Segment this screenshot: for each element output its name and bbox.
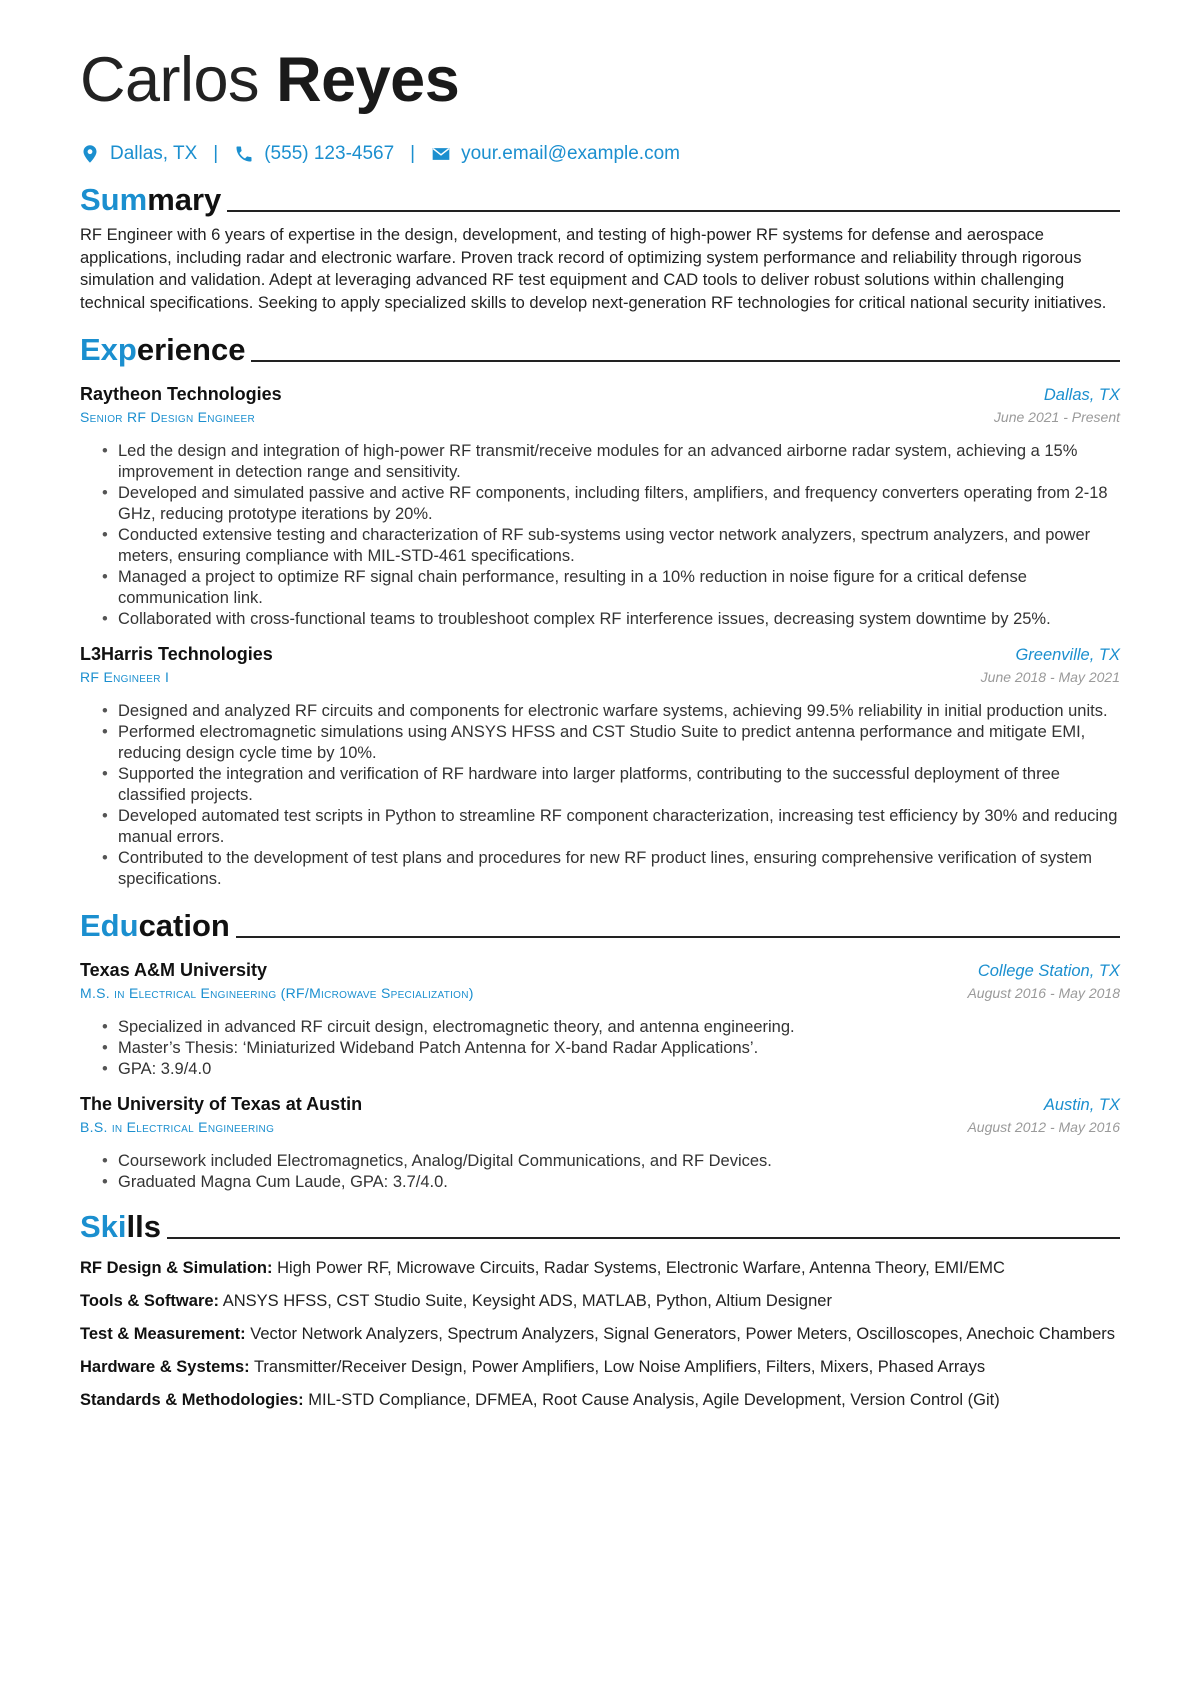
- list-item: • Specialized in advanced RF circuit design, electromagnetic theory, and antenna engineering.: [102, 1017, 1120, 1038]
- list-item: • Collaborated with cross-functional teams to troubleshoot complex RF interference issues, decreasing system downtime by 25%.: [102, 609, 1120, 630]
- section-divider: [167, 1237, 1120, 1239]
- education-heading: [80, 904, 1120, 944]
- skill-values: Vector Network Analyzers, Spectrum Analyzers, Signal Generators, Power Meters, Oscilloscopes, Anechoic Chambers: [250, 1325, 1116, 1344]
- last-name: Reyes: [276, 45, 460, 115]
- skill-row: [80, 1389, 1120, 1412]
- employer-name: L3Harris Technologies: [80, 644, 273, 665]
- map-pin-icon: [80, 144, 100, 164]
- skill-values: High Power RF, Microwave Circuits, Radar Systems, Electronic Warfare, Antenna Theory, EMI/EMC: [277, 1259, 1005, 1278]
- education-entry: [80, 958, 1120, 1080]
- entry-location: Austin, TX: [1043, 1096, 1120, 1115]
- experience-entry: [80, 642, 1120, 890]
- section-title: Education: [80, 908, 230, 944]
- skill-category: Test & Measurement:: [80, 1325, 246, 1344]
- phone-icon: [234, 144, 254, 164]
- contact-separator: |: [410, 143, 416, 164]
- email-link[interactable]: your.email@example.com: [461, 143, 680, 164]
- list-item: • Supported the integration and verification of RF hardware into larger platforms, contributing to the successful deployment of three classified projects.: [102, 764, 1120, 806]
- skill-category: Hardware & Systems:: [80, 1358, 250, 1377]
- contact-email[interactable]: [431, 143, 680, 165]
- list-item: • Led the design and integration of high-power RF transmit/receive modules for an advanced airborne radar system, achieving a 15% improvement in detection range and sensitivity.: [102, 441, 1120, 483]
- list-item: • Conducted extensive testing and characterization of RF sub-systems using vector network analyzers, spectrum analyzers, and power meters, ensuring compliance with MIL-STD-461 specifications.: [102, 525, 1120, 567]
- skill-row: [80, 1323, 1120, 1346]
- skill-values: Transmitter/Receiver Design, Power Amplifiers, Low Noise Amplifiers, Filters, Mixers, Phased Arrays: [253, 1358, 986, 1377]
- school-name: The University of Texas at Austin: [80, 1094, 363, 1115]
- school-name: Texas A&M University: [80, 960, 268, 981]
- skill-values: MIL-STD Compliance, DFMEA, Root Cause Analysis, Agile Development, Version Control (Git): [308, 1391, 1000, 1410]
- entry-dates: June 2018 - May 2021: [980, 669, 1120, 686]
- phone-text: (555) 123-4567: [264, 143, 395, 164]
- contact-phone[interactable]: [234, 143, 394, 165]
- section-title: Skills: [80, 1209, 161, 1245]
- summary-heading: [80, 178, 1120, 218]
- summary-text: RF Engineer with 6 years of expertise in the design, development, and testing of high-power RF systems for defense and aerospace applications, including radar and electronic warfare. Proven track record of optimizing system performance and reliability through rigorous simulation and validation. Adept at leveraging advanced RF test equipment and CAD tools to deliver robust solutions within challenging technical specifications. Seeking to apply specialized skills to develop next-generation RF technologies for critical national security initiatives.: [80, 226, 1107, 312]
- skill-row: [80, 1356, 1120, 1379]
- first-name: Carlos: [80, 45, 260, 115]
- section-title: Experience: [80, 332, 246, 368]
- section-divider: [236, 936, 1120, 938]
- job-title: RF Engineer I: [80, 669, 170, 686]
- entry-dates: August 2016 - May 2018: [967, 985, 1120, 1002]
- skill-row: [80, 1290, 1120, 1313]
- job-title: Senior RF Design Engineer: [80, 409, 255, 426]
- list-item: • Graduated Magna Cum Laude, GPA: 3.7/4.0.: [102, 1172, 1120, 1193]
- section-divider: [251, 360, 1120, 362]
- list-item: • Managed a project to optimize RF signal chain performance, resulting in a 10% reduction in noise figure for a critical defense communication link.: [102, 567, 1120, 609]
- skills-heading: [80, 1205, 1120, 1245]
- list-item: • Developed and simulated passive and active RF components, including filters, amplifiers, and frequency converters operating from 2-18 GHz, reducing prototype iterations by 20%.: [102, 483, 1120, 525]
- entry-dates: June 2021 - Present: [993, 409, 1120, 426]
- envelope-icon: [431, 144, 451, 164]
- skill-category: RF Design & Simulation:: [80, 1259, 273, 1278]
- candidate-name: [80, 40, 1120, 120]
- resume-page: [80, 40, 1120, 1412]
- section-divider: [227, 210, 1120, 212]
- contact-bar: [80, 140, 1120, 168]
- list-item: • GPA: 3.9/4.0: [102, 1059, 1120, 1080]
- skill-row: [80, 1257, 1120, 1280]
- list-item: • Coursework included Electromagnetics, Analog/Digital Communications, and RF Devices.: [102, 1151, 1120, 1172]
- skill-values: ANSYS HFSS, CST Studio Suite, Keysight ADS, MATLAB, Python, Altium Designer: [222, 1292, 832, 1311]
- skill-category: Standards & Methodologies:: [80, 1391, 304, 1410]
- entry-location: Greenville, TX: [1015, 646, 1120, 665]
- section-title: Summary: [80, 182, 222, 217]
- contact-separator: |: [213, 143, 219, 164]
- skill-category: Tools & Software:: [80, 1292, 220, 1311]
- bullet-list: [80, 1017, 1120, 1080]
- list-item: • Master’s Thesis: ‘Miniaturized Wideband Patch Antenna for X-band Radar Applications’.: [102, 1038, 1120, 1059]
- degree-title: B.S. in Electrical Engineering: [80, 1119, 275, 1136]
- bullet-list: [80, 1151, 1120, 1193]
- entry-location: College Station, TX: [977, 962, 1120, 981]
- contact-location: [80, 143, 197, 165]
- list-item: • Performed electromagnetic simulations using ANSYS HFSS and CST Studio Suite to predict antenna performance and mitigate EMI, reducing design cycle time by 10%.: [102, 722, 1120, 764]
- bullet-list: [80, 441, 1120, 630]
- list-item: • Contributed to the development of test plans and procedures for new RF product lines, ensuring comprehensive verification of system specifications.: [102, 848, 1120, 890]
- employer-name: Raytheon Technologies: [80, 384, 282, 405]
- list-item: • Designed and analyzed RF circuits and components for electronic warfare systems, achieving 99.5% reliability in initial production units.: [102, 701, 1120, 722]
- entry-location: Dallas, TX: [1043, 386, 1120, 405]
- education-entry: [80, 1092, 1120, 1193]
- experience-heading: [80, 328, 1120, 368]
- list-item: • Developed automated test scripts in Python to streamline RF component characterization, increasing test efficiency by 30% and reducing manual errors.: [102, 806, 1120, 848]
- location-text: Dallas, TX: [110, 143, 198, 164]
- experience-entry: [80, 382, 1120, 630]
- bullet-list: [80, 701, 1120, 890]
- degree-title: M.S. in Electrical Engineering (RF/Microwave Specialization): [80, 985, 474, 1002]
- entry-dates: August 2012 - May 2016: [967, 1119, 1120, 1136]
